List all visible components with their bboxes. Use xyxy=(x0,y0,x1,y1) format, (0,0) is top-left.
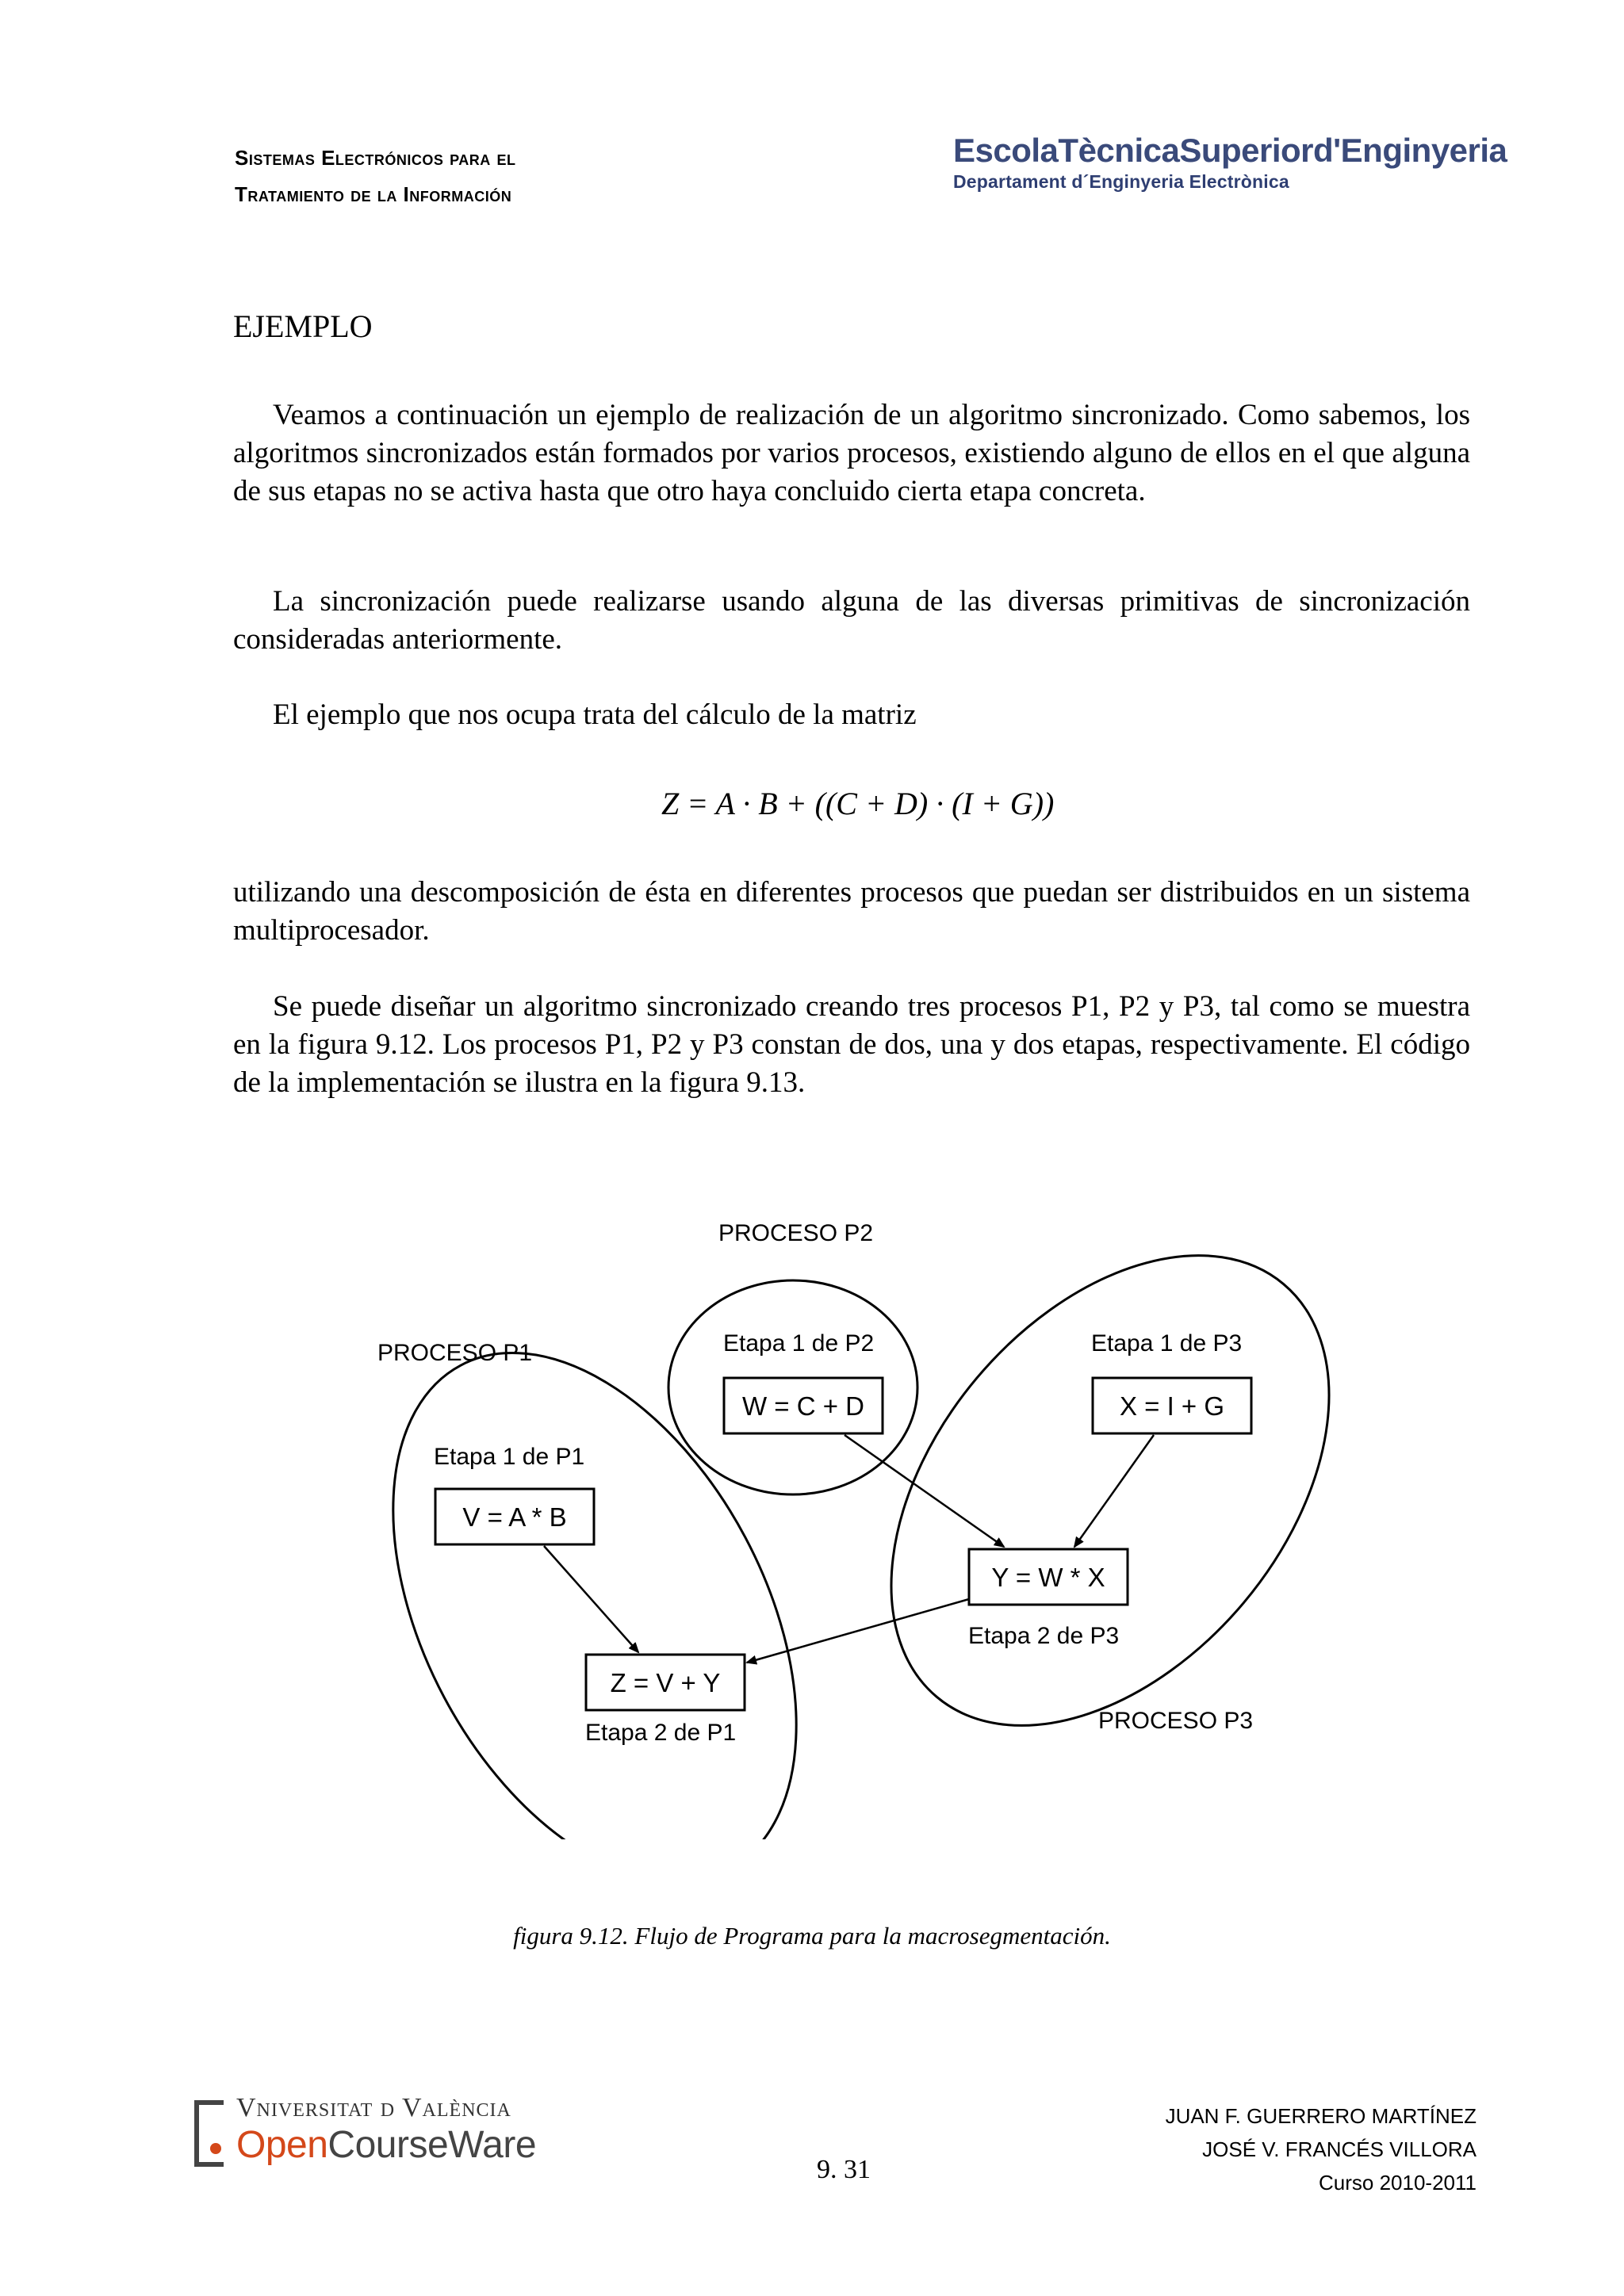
school-logo xyxy=(953,132,1507,193)
figure-caption: figura 9.12. Flujo de Programa para la macrosegmentación. xyxy=(513,1922,1111,1950)
page-number: 9. 31 xyxy=(817,2155,871,2184)
stage1-p1-label: Etapa 1 de P1 xyxy=(434,1444,585,1470)
arrow-y-to-z xyxy=(747,1599,969,1663)
ocw-open-text: Open xyxy=(236,2124,328,2166)
process-p3-boundary xyxy=(803,1213,1364,1809)
paragraph-1: Veamos a continuación un ejemplo de realización de un algoritmo sincronizado. Como sabemos, los algoritmos sincronizados están formados por varios procesos, existiendo alguno de ellos en el que alguna de sus etapas no se activa hasta que otro haya concluido cierta etapa concreta. xyxy=(233,399,1470,507)
section-title: EJEMPLO xyxy=(233,308,373,344)
ocw-rest-text: CourseWare xyxy=(327,2124,537,2166)
arrow-x-to-y xyxy=(1074,1435,1154,1547)
process-p2-label: PROCESO P2 xyxy=(718,1220,874,1246)
stage1-p3-label: Etapa 1 de P3 xyxy=(1091,1330,1243,1357)
course-title-line1: Sistemas Electrónicos para el xyxy=(235,146,516,170)
process-p3-label: PROCESO P3 xyxy=(1098,1708,1254,1734)
process-p1-label: PROCESO P1 xyxy=(377,1340,533,1366)
arrow-v-to-z xyxy=(544,1546,638,1652)
course-header xyxy=(235,140,516,212)
stage1-p2-label: Etapa 1 de P2 xyxy=(723,1330,875,1357)
process-p1-boundary xyxy=(365,1285,879,1839)
arrow-w-to-y xyxy=(845,1435,1004,1547)
box-x-text: X = I + G xyxy=(1119,1391,1225,1421)
paragraph-4: utilizando una descomposición de ésta en diferentes procesos que puedan ser distribuidos en un sistema multiprocesador. xyxy=(233,876,1470,947)
box-y-text: Y = W * X xyxy=(991,1563,1105,1592)
box-w-text: W = C + D xyxy=(741,1391,865,1421)
school-name: EscolaTècnicaSuperiord'Enginyeria xyxy=(953,132,1507,169)
course-title-line2: Tratamiento de la Información xyxy=(235,182,512,206)
paragraph-2: La sincronización puede realizarse usando alguna de las diversas primitivas de sincronización consideradas anteriormente. xyxy=(233,585,1470,656)
authors-block xyxy=(1166,2099,1477,2199)
course-year: Curso 2010-2011 xyxy=(1319,2171,1477,2195)
university-name: Vniversitat d València xyxy=(236,2093,511,2122)
author-2: JOSÉ V. FRANCÉS VILLORA xyxy=(1202,2137,1477,2161)
matrix-formula: Z = A · B + ((C + D) · (I + G)) xyxy=(661,786,1055,821)
stage2-p3-label: Etapa 2 de P3 xyxy=(968,1623,1120,1649)
author-1: JUAN F. GUERRERO MARTÍNEZ xyxy=(1165,2104,1477,2128)
box-v-text: V = A * B xyxy=(462,1502,567,1532)
department-name: Departament d´Enginyeria Electrònica xyxy=(953,171,1289,192)
process-flow-diagram xyxy=(365,1213,1364,1839)
paragraph-5: Se puede diseñar un algoritmo sincronizado creando tres procesos P1, P2 y P3, tal como se muestra en la figura 9.12. Los procesos P1, P2 y P3 constan de dos, una y dos etapas, respectivamente. El código de la implementación se ilustra en la figura 9.13. xyxy=(233,990,1470,1099)
paragraph-3: El ejemplo que nos ocupa trata del cálculo de la matriz xyxy=(273,698,917,731)
box-z-text: Z = V + Y xyxy=(610,1668,721,1697)
stage2-p1-label: Etapa 2 de P1 xyxy=(585,1720,737,1746)
